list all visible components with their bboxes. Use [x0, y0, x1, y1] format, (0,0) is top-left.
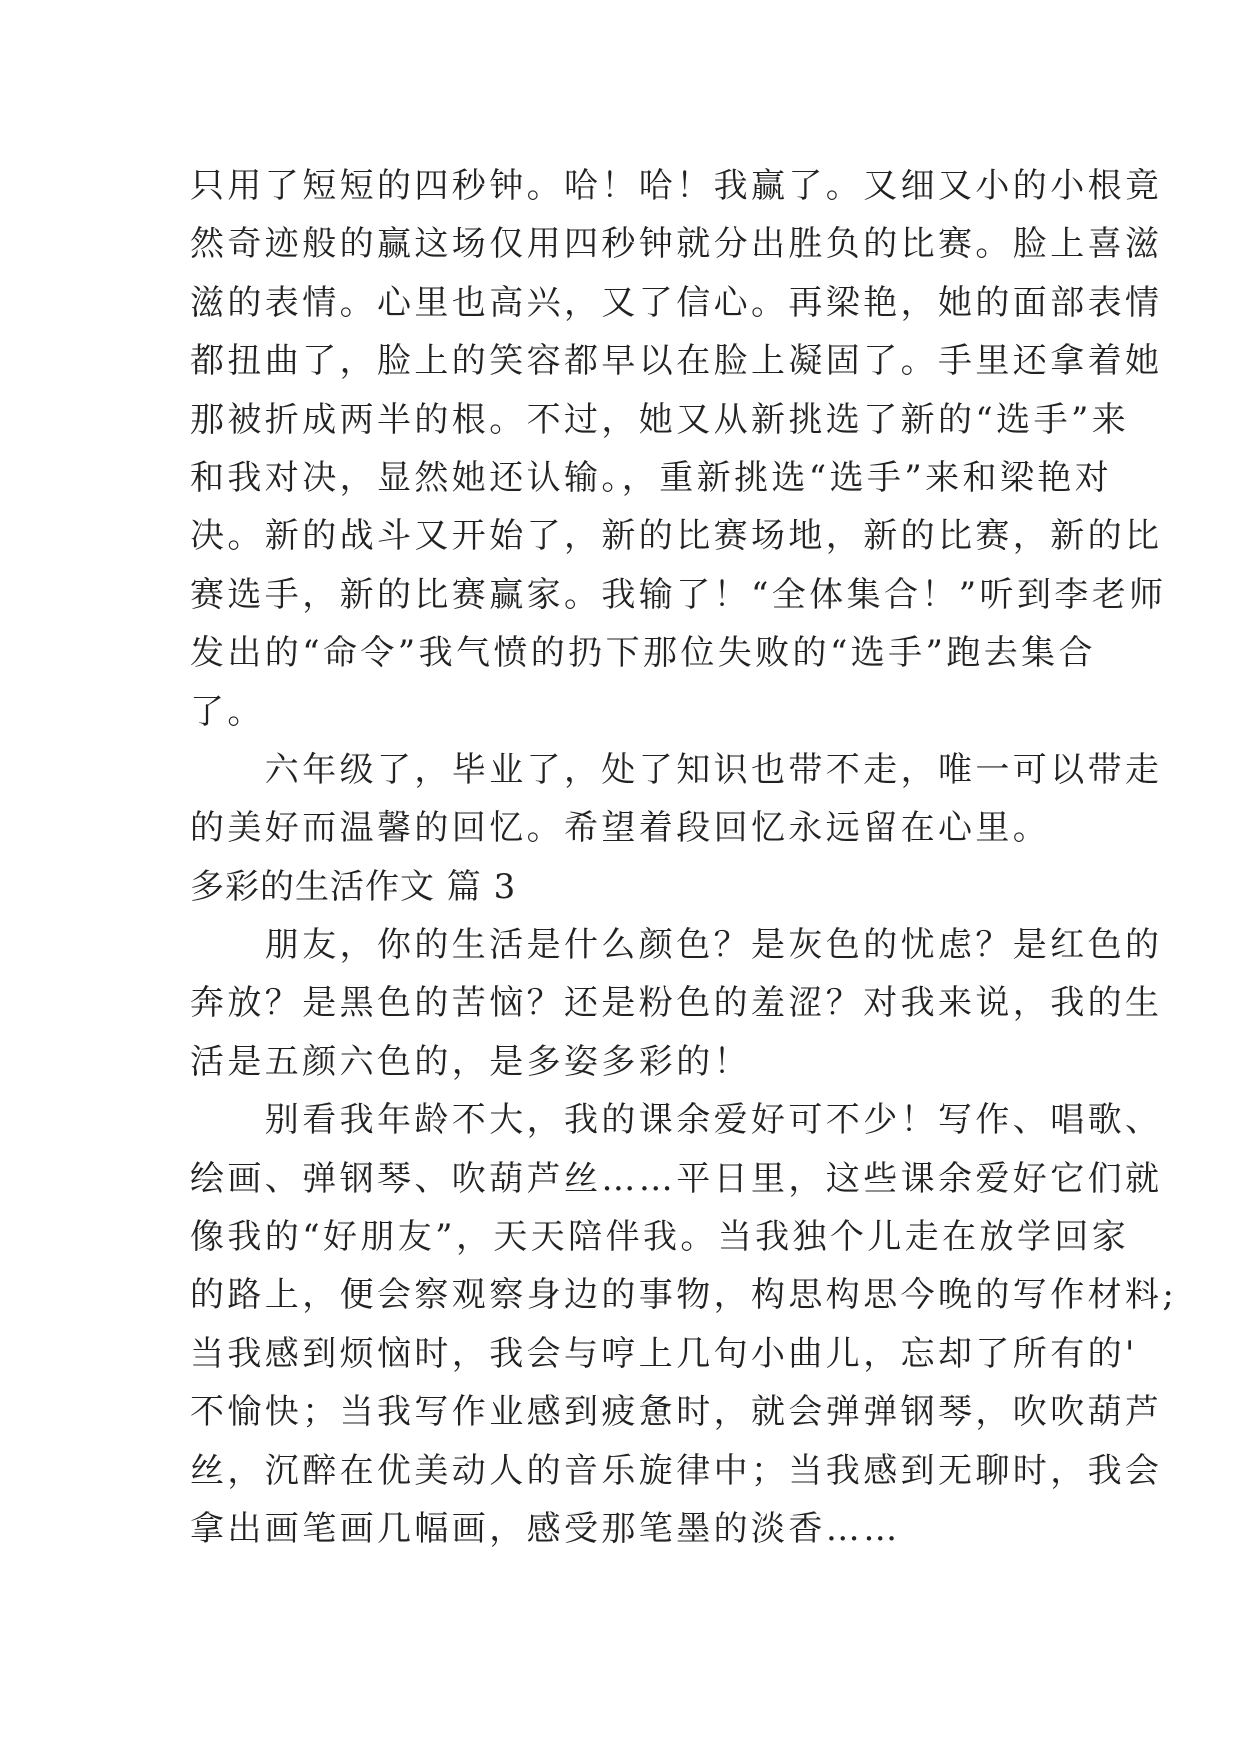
text-line: 发出的“命令”我气愤的扔下那位失败的“选手”跑去集合	[190, 633, 1096, 674]
text-line: 那被折成两半的根。不过，她又从新挑选了新的“选手”来	[190, 399, 1130, 440]
text-line: 当我感到烦恼时，我会与哼上几句小曲儿，忘却了所有的'	[190, 1333, 1138, 1374]
text-line: 朋友，你的生活是什么颜色？是灰色的忧虑？是红色的	[190, 925, 1163, 966]
text-line: 像我的“好朋友”，天天陪伴我。当我独个儿走在放学回家	[190, 1217, 1130, 1258]
text-line: 都扭曲了，脸上的笑容都早以在脸上凝固了。手里还拿着她	[190, 341, 1163, 382]
text-line: 和我对决，显然她还认输。，重新挑选“选手”来和梁艳对	[190, 457, 1113, 498]
text-line: 的路上，便会察观察身边的事物，构思构思今晚的写作材料;	[190, 1275, 1178, 1316]
text-line: 不愉快；当我写作业感到疲惫时，就会弹弹钢琴，吹吹葫芦	[190, 1392, 1163, 1433]
text-line: 然奇迹般的赢这场仅用四秒钟就分出胜负的比赛。脸上喜滋	[190, 224, 1163, 265]
text-line: 丝，沉醉在优美动人的音乐旋律中；当我感到无聊时，我会	[190, 1450, 1163, 1491]
text-line: 了。	[190, 691, 265, 732]
text-line: 绘画、弹钢琴、吹葫芦丝……平日里，这些课余爱好它们就	[190, 1158, 1163, 1199]
text-line: 的美好而温馨的回忆。希望着段回忆永远留在心里。	[190, 808, 1051, 849]
text-line: 别看我年龄不大，我的课余爱好可不少！写作、唱歌、	[190, 1100, 1163, 1141]
text-line: 赛选手，新的比赛赢家。我输了！“全体集合！”听到李老师	[190, 574, 1167, 615]
text-line: 六年级了，毕业了，处了知识也带不走，唯一可以带走	[190, 749, 1163, 790]
text-line: 拿出画笔画几幅画，感受那笔墨的淡香……	[190, 1508, 901, 1549]
text-line: 活是五颜六色的，是多姿多彩的！	[190, 1041, 751, 1082]
text-line: 滋的表情。心里也高兴，又了信心。再梁艳，她的面部表情	[190, 282, 1163, 323]
section-heading: 多彩的生活作文 篇 3	[190, 866, 517, 907]
document-body	[190, 157, 1178, 1558]
text-line: 奔放？是黑色的苦恼？还是粉色的羞涩？对我来说，我的生	[190, 983, 1163, 1024]
text-line: 决。新的战斗又开始了，新的比赛场地，新的比赛，新的比	[190, 516, 1163, 557]
text-line: 只用了短短的四秒钟。哈！哈！我赢了。又细又小的小根竟	[190, 166, 1163, 206]
